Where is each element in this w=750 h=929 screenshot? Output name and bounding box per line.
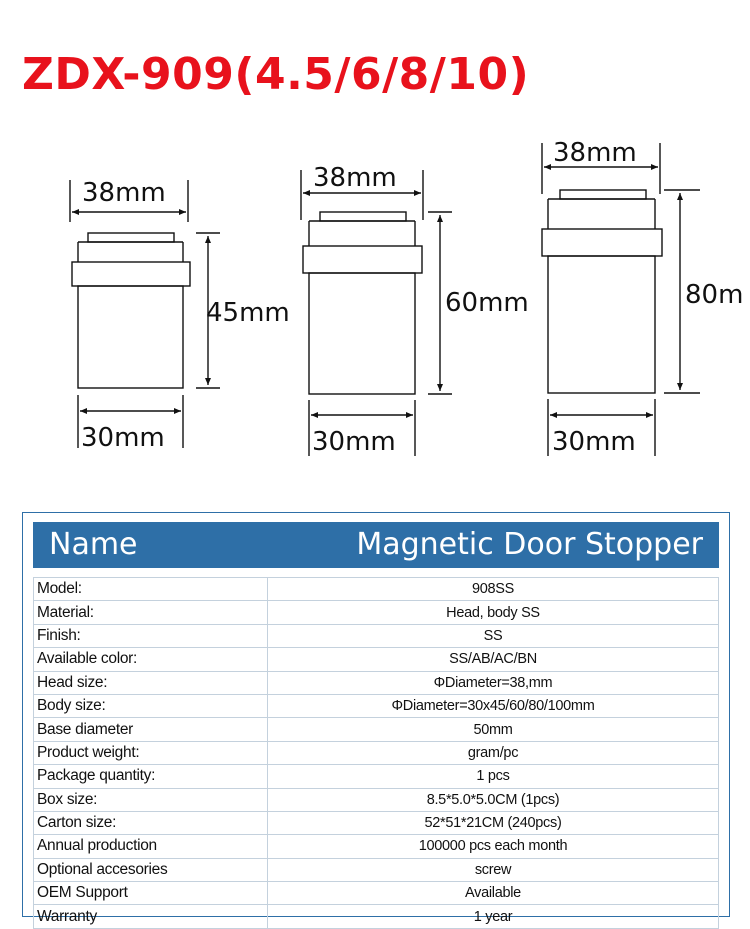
row-label: Box size:	[34, 788, 268, 811]
dimension-drawings	[0, 130, 750, 460]
row-value: SS	[268, 624, 719, 647]
row-label: Optional accesories	[34, 858, 268, 881]
row-value: Available	[268, 882, 719, 905]
table-row	[34, 788, 719, 811]
table-row	[34, 671, 719, 694]
height-dimension-label: 45mm	[206, 298, 290, 328]
spec-header	[33, 522, 719, 568]
header-product-name: Magnetic Door Stopper	[356, 527, 703, 562]
row-value: Head, body SS	[268, 601, 719, 624]
table-row	[34, 858, 719, 881]
base-dimension-label: 30mm	[552, 427, 636, 457]
row-value: SS/AB/AC/BN	[268, 648, 719, 671]
height-dimension-label: 80m	[685, 280, 744, 310]
header-name-label: Name	[49, 527, 138, 562]
row-value: ΦDiameter=30x45/60/80/100mm	[268, 694, 719, 717]
base-dimension-label: 30mm	[312, 427, 396, 457]
product-title: ZDX-909(4.5/6/8/10)	[22, 49, 530, 100]
row-value: 1 pcs	[268, 765, 719, 788]
table-row	[34, 648, 719, 671]
row-label: Product weight:	[34, 741, 268, 764]
row-value: gram/pc	[268, 741, 719, 764]
row-label: Annual production	[34, 835, 268, 858]
table-row	[34, 835, 719, 858]
row-value: 52*51*21CM (240pcs)	[268, 811, 719, 834]
table-row	[34, 765, 719, 788]
row-label: Body size:	[34, 694, 268, 717]
row-value: ΦDiameter=38,mm	[268, 671, 719, 694]
table-row	[34, 718, 719, 741]
row-value: 908SS	[268, 578, 719, 601]
row-label: Base diameter	[34, 718, 268, 741]
row-label: Finish:	[34, 624, 268, 647]
row-value: screw	[268, 858, 719, 881]
row-value: 50mm	[268, 718, 719, 741]
head-dimension-label: 38mm	[82, 178, 166, 208]
stopper-drawing-large	[542, 143, 700, 456]
head-dimension-label: 38mm	[313, 163, 397, 193]
table-row	[34, 694, 719, 717]
row-label: Head size:	[34, 671, 268, 694]
spec-rows	[33, 577, 719, 929]
row-label: OEM Support	[34, 882, 268, 905]
table-row	[34, 811, 719, 834]
row-label: Available color:	[34, 648, 268, 671]
row-label: Material:	[34, 601, 268, 624]
height-dimension-label: 60mm	[445, 288, 529, 318]
row-label: Package quantity:	[34, 765, 268, 788]
row-label: Carton size:	[34, 811, 268, 834]
stopper-drawing-medium	[301, 170, 452, 456]
base-dimension-label: 30mm	[81, 423, 165, 453]
spec-table	[22, 512, 730, 925]
row-label: Warranty	[34, 905, 268, 928]
row-value: 100000 pcs each month	[268, 835, 719, 858]
row-value: 8.5*5.0*5.0CM (1pcs)	[268, 788, 719, 811]
table-row	[34, 882, 719, 905]
table-row	[34, 741, 719, 764]
row-value: 1 year	[268, 905, 719, 928]
table-row	[34, 624, 719, 647]
table-row	[34, 905, 719, 928]
stopper-drawing-small	[70, 180, 220, 448]
table-row	[34, 578, 719, 601]
row-label: Model:	[34, 578, 268, 601]
head-dimension-label: 38mm	[553, 138, 637, 168]
table-row	[34, 601, 719, 624]
